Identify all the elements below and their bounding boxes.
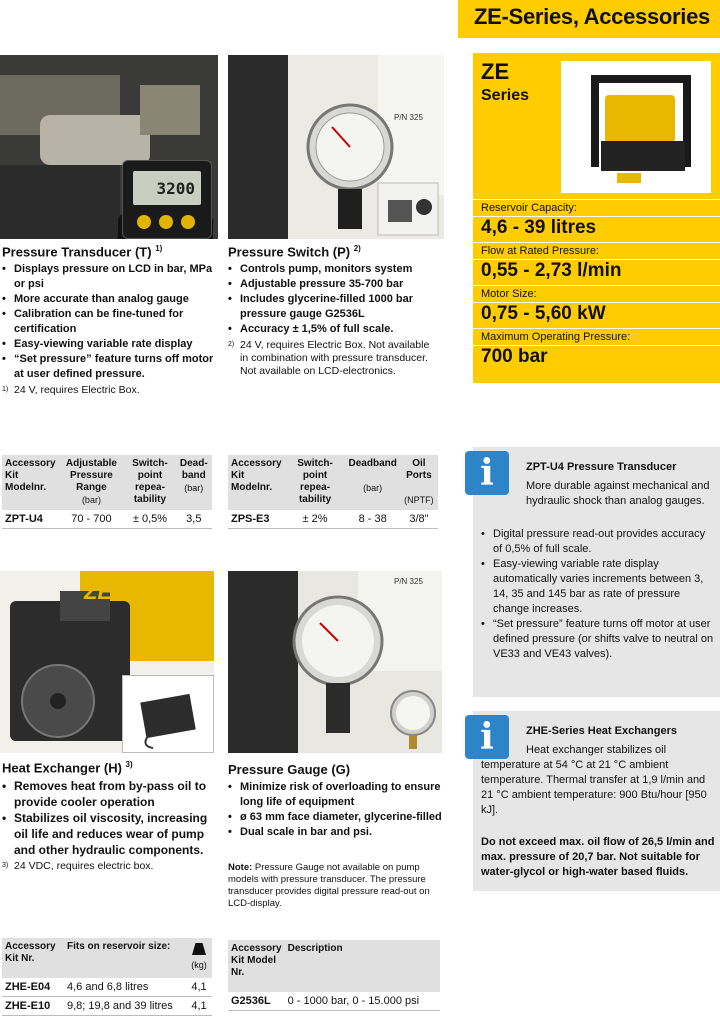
list-item-text: Digital pressure read-out provides accuracy of 0,5% of full scale. [493,528,706,555]
table-row [228,510,438,529]
info-icon: i [465,451,509,495]
table-header-text: Adjustable Pressure Range [65,458,117,493]
list-item: • Controls pump, monitors system [228,262,440,277]
info-box-heat-exchanger [473,711,720,891]
spec-series-big: ZE [481,59,510,84]
spec-list [473,199,720,371]
table-header-text: Accessory Kit Modelnr. [231,458,282,493]
list-item: • Includes glycerine-filled 1000 bar pressure gauge G2536L [228,292,440,322]
list-item: • Stabilizes oil viscosity, increasing oil life and reduces wear of pump and other hydraulic components. [2,810,220,858]
table-cell: G2536L [228,992,285,1011]
heat-exchanger-inset-image [123,676,214,753]
footnote-mark: 1) [155,244,163,253]
table-cell: 9,8; 19,8 and 39 litres [64,997,186,1016]
section-title-text: Heat Exchanger (H) [2,760,122,776]
transducer-section [2,244,220,397]
table-cell: ± 2% [285,510,346,529]
table-cell: 70 - 700 [59,510,125,529]
switch-photo [228,55,444,239]
table-row [228,992,440,1011]
note-text: Pressure Gauge not available on pump models with pressure transducer. The pressure transducer provides digital pressure read-out on LCD-display. [228,862,430,909]
spec-value: 0,55 - 2,73 l/min [481,260,622,281]
section-title: Pressure Gauge (G) [228,762,351,777]
info-bullet-list [481,527,715,662]
table-header-row [2,938,212,978]
table-header [186,938,212,978]
list-item: • Calibration can be fine-tuned for certification [2,307,220,337]
footnote [228,339,440,378]
list-item: • “Set pressure” feature turns off motor at user defined pressure (or shifts valve to neutral on VE33 and VE43 valves). [481,618,714,660]
spec-value: 4,6 - 39 litres [481,217,597,238]
table-unit: (NPTF) [404,495,434,505]
note-label: Note: [228,862,253,873]
table-header-text: Oil Ports [406,458,432,481]
table-header-row [228,940,440,992]
list-item: • Accuracy ± 1,5% of full scale. [228,322,440,337]
table-header-text: Switch-point repea-tability [132,458,168,505]
info-intro: More durable against mechanical and hydraulic shock than analog gauges. [526,480,710,507]
lcd-screen [133,171,201,205]
table-header-row [2,455,212,510]
table-cell: 8 - 38 [346,510,400,529]
bullet-list [228,262,440,337]
list-item: • Digital pressure read-out provides accuracy of 0,5% of full scale. [481,528,706,555]
table-header [346,455,400,510]
header-bar [458,0,720,38]
lcd-readout: 3200 [156,179,195,198]
table-header: Accessory Kit Model Nr. [228,940,285,992]
list-item: • Displays pressure on LCD in bar, MPa or psi [2,262,220,292]
info-title: ZHE-Series Heat Exchangers [526,725,678,737]
table-header [124,455,175,510]
section-title [2,244,220,259]
table-header [285,455,346,510]
spec-label: Flow at Rated Pressure: [473,242,720,260]
spec-panel [473,53,720,383]
table-cell: 4,1 [186,978,212,997]
spec-series-small: Series [481,87,530,104]
table-header [2,455,59,510]
heat-exchanger-photo [0,571,214,753]
gauge-table [228,940,440,1011]
table-cell: 4,6 and 6,8 litres [64,978,186,997]
section-title-text: Pressure Transducer (T) [2,244,152,260]
transducer-table [2,455,212,529]
gauge-photo [228,571,442,753]
table-header: Description [285,940,440,992]
switch-table [228,455,438,529]
table-cell: ZPT-U4 [2,510,59,529]
heat-exchanger-table [2,938,212,1016]
bullet-list [228,780,442,840]
section-title [228,244,440,259]
info-warning: Do not exceed max. oil flow of 26,5 l/min and max. pressure of 20,7 bar. Not suitable for water-glycol or high-water based fluids. [481,836,715,878]
table-header-text: Dead-band [179,458,208,481]
spec-value: 700 bar [481,346,548,367]
table-header [228,455,285,510]
switch-image [228,55,444,239]
list-item-text: “Set pressure” feature turns off motor at user defined pressure (or shifts valve to neutral on VE33 and VE43 valves). [493,618,714,660]
footnote-mark: 2) [228,341,235,349]
lcd-button-3 [181,215,195,229]
pump-photo [561,61,711,193]
footnote-text: 24 V, requires Electric Box. Not available in combination with pressure transducer. Not available on LCD-electronics. [240,339,430,378]
list-item: • Minimize risk of overloading to ensure long life of equipment [228,780,442,810]
gauge-image [228,571,442,753]
pump-image [561,61,711,193]
footnote-mark: 1) [2,386,9,394]
page-title: ZE-Series, Accessories [474,4,710,29]
table-unit: (bar) [81,495,101,505]
table-header: Accessory Kit Nr. [2,938,64,978]
footnote [2,384,220,397]
gauge-label-tag: P/N 325 [394,577,423,586]
table-header [176,455,212,510]
list-item: • More accurate than analog gauge [2,292,220,307]
spec-label: Reservoir Capacity: [473,199,720,217]
ze-logo: ZE [84,579,113,604]
spec-item [473,285,720,328]
heat-exchanger-inset [122,675,214,753]
info-title: ZPT-U4 Pressure Transducer [526,461,677,473]
table-cell: ± 0,5% [124,510,175,529]
list-item: • Easy-viewing variable rate display [2,337,220,352]
footnote-mark: 2) [353,244,361,253]
spec-value: 0,75 - 5,60 kW [481,303,606,324]
table-unit: (kg) [191,960,207,970]
footnote-mark: 3) [125,760,133,769]
info-text: Heat exchanger stabilizes oil temperature at 54 °C at 21 °C ambient temperature. Thermal transfer at 1,9 l/min and 21 °C ambient temperature: 900 Btu/hour [950 kJ]. [481,744,707,816]
weight-icon [192,943,206,955]
list-item: • Easy-viewing variable rate display automatically varies increments between 3, 14, 35 and 145 bar as rate of pressure change increases. [481,558,704,615]
table-header-text: Deadband [348,458,397,469]
spec-item [473,242,720,285]
table-header [400,455,438,510]
spec-label: Maximum Operating Pressure: [473,328,720,346]
table-cell: 4,1 [186,997,212,1016]
footnote-mark: 3) [2,862,9,870]
spec-header [473,53,720,199]
list-item-text: Easy-viewing variable rate display automatically varies increments between 3, 14, 35 and 145 bar as rate of pressure change increases. [493,558,704,615]
table-cell: ZPS-E3 [228,510,285,529]
table-cell: 3,5 [176,510,212,529]
table-unit: (bar) [184,483,204,493]
list-item: • Dual scale in bar and psi. [228,825,442,840]
gauge-note [228,862,434,910]
table-header-text: Accessory Kit Modelnr. [5,458,56,493]
transducer-photo [0,55,218,239]
switch-section [228,244,440,378]
table-row [2,510,212,529]
table-row [2,978,212,997]
table-cell: 3/8" [400,510,438,529]
table-cell: ZHE-E10 [2,997,64,1016]
table-header-row [228,455,438,510]
spec-item [473,199,720,242]
heat-exchanger-section [2,760,220,873]
table-row [2,997,212,1016]
table-header-text: Switch-point repea-tability [297,458,333,505]
table-cell: 0 - 1000 bar, 0 - 15.000 psi [285,992,440,1011]
bullet-list [2,262,220,382]
section-title [2,760,220,775]
lcd-button-1 [137,215,151,229]
section-title-text: Pressure Switch (P) [228,244,351,260]
table-unit: (bar) [363,483,383,493]
list-item: • Removes heat from by-pass oil to provide cooler operation [2,778,220,810]
spec-label: Motor Size: [473,285,720,303]
table-header: Fits on reservoir size: [64,938,186,978]
info-box-transducer [473,447,720,697]
gauge-section [228,762,442,910]
lcd-button-2 [159,215,173,229]
spec-item [473,328,720,371]
list-item: • “Set pressure” feature turns off motor at user defined pressure. [2,352,220,382]
footnote [2,860,220,873]
switch-label-tag: P/N 325 [394,113,423,122]
bullet-list [2,778,220,858]
footnote-text: 24 V, requires Electric Box. [14,384,140,397]
info-icon: i [465,715,509,759]
lcd-device [122,160,212,239]
table-cell: ZHE-E04 [2,978,64,997]
table-header [59,455,125,510]
list-item: • Adjustable pressure 35-700 bar [228,277,440,292]
list-item: • ø 63 mm face diameter, glycerine-filled [228,810,442,825]
footnote-text: 24 VDC, requires electric box. [14,860,154,873]
